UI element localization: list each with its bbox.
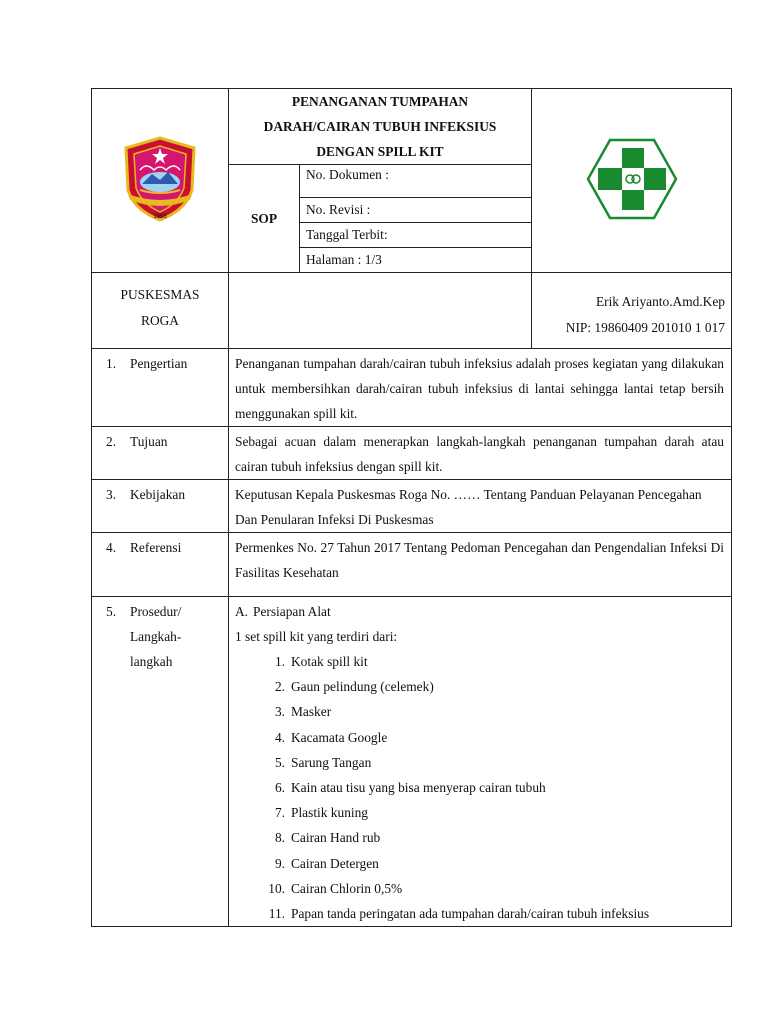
section-text-3: Keputusan Kepala Puskesmas Roga No. …… Tentang Panduan Pelayanan Pencegahan Dan Penularan Infeksi Di Puskesmas: [229, 480, 732, 533]
list-item-text: Cairan Chlorin 0,5%: [291, 880, 403, 896]
list-item-number: 8.: [274, 830, 285, 846]
list-item-number: 6.: [274, 780, 285, 796]
list-item-text: Kotak spill kit: [291, 654, 368, 669]
procedure-label-line-3: langkah: [130, 654, 173, 669]
regency-emblem-icon: [120, 134, 200, 224]
meta-table: [229, 165, 531, 272]
list-item-text: Cairan Detergen: [291, 855, 379, 871]
list-item-number: 10.: [268, 880, 285, 896]
list-item-text: Cairan Hand rub: [291, 830, 381, 846]
list-item-number: 5.: [274, 754, 285, 770]
sop-table: [91, 88, 732, 927]
list-item: [259, 699, 724, 724]
list-item-number: 2.: [274, 679, 285, 695]
list-item-number: 3.: [274, 704, 285, 720]
title-line-2: DARAH/CAIRAN TUBUH INFEKSIUS: [263, 119, 497, 134]
list-item-text: Gaun pelindung (celemek): [291, 679, 434, 695]
section-label-5: 5. Prosedur/ Langkah- langkah: [92, 597, 229, 927]
regency-emblem-cell: [92, 89, 229, 273]
list-item: [259, 901, 724, 926]
section-label-2: 2. Tujuan: [92, 427, 229, 480]
list-item: [259, 800, 724, 825]
procedure-content: [229, 597, 732, 927]
section-text-1: Penanganan tumpahan darah/cairan tubuh infeksius adalah proses kegiatan yang dilakukan untuk membersihkan darah/cairan tubuh infeksius di lantai sehingga lantai tetap bersih menggunakan spill kit.: [229, 349, 732, 427]
meta-issue-date: Tanggal Terbit:: [300, 223, 532, 248]
list-item-text: Papan tanda peringatan ada tumpahan darah/cairan tubuh infeksius: [291, 906, 650, 922]
sop-document: [91, 88, 731, 927]
title-and-meta-cell: [229, 89, 532, 273]
list-item: [259, 876, 724, 901]
list-item: [259, 851, 724, 876]
puskesmas-logo-cell: [532, 89, 732, 273]
list-item: [259, 725, 724, 750]
list-item-text: Sarung Tangan: [291, 754, 372, 770]
list-item-text: Kain atau tisu yang bisa menyerap cairan tubuh: [291, 780, 546, 796]
org-name-line-2: ROGA: [141, 313, 179, 328]
document-title: [229, 89, 531, 165]
section-text-4: Permenkes No. 27 Tahun 2017 Tentang Pedoman Pencegahan dan Pengendalian Infeksi Di Fasilitas Kesehatan: [229, 533, 732, 597]
signer-nip: NIP: 19860409 201010 1 017: [565, 319, 725, 335]
list-item-text: Kacamata Google: [291, 729, 388, 745]
section-text-2: Sebagai acuan dalam menerapkan langkah-langkah penanganan tumpahan darah atau cairan tubuh infeksius dengan spill kit.: [229, 427, 732, 480]
section-label-3: 3. Kebijakan: [92, 480, 229, 533]
section-label-1: 1. Pengertian: [92, 349, 229, 427]
org-empty-cell: [229, 273, 532, 349]
emblem-year: 1958: [153, 213, 167, 220]
puskesmas-logo-icon: [586, 138, 678, 220]
list-item-number: 11.: [268, 906, 285, 922]
meta-doc-number: No. Dokumen :: [300, 165, 532, 198]
title-line-3: DENGAN SPILL KIT: [316, 144, 444, 159]
list-item: [259, 775, 724, 800]
org-name-line-1: PUSKESMAS: [120, 287, 200, 302]
meta-revision: No. Revisi :: [300, 198, 532, 223]
list-item: [259, 674, 724, 699]
list-item-number: 7.: [274, 805, 285, 821]
list-item-number: 1.: [274, 654, 285, 669]
procedure-label-line-2: Langkah-: [130, 629, 182, 644]
procedure-label-line-1: Prosedur/: [130, 604, 182, 619]
signer-cell: [532, 273, 732, 349]
list-item: [259, 825, 724, 850]
list-item-number: 4.: [274, 729, 285, 745]
section-label-4: 4. Referensi: [92, 533, 229, 597]
procedure-intro: 1 set spill kit yang terdiri dari:: [235, 629, 398, 644]
list-item-text: Masker: [291, 704, 332, 720]
signer-name: Erik Ariyanto.Amd.Kep: [595, 293, 725, 309]
list-item: [259, 750, 724, 775]
meta-page: Halaman : 1/3: [300, 248, 532, 273]
title-line-1: PENANGANAN TUMPAHAN: [291, 94, 469, 109]
sop-label: SOP: [250, 210, 278, 226]
list-item-number: 9.: [274, 855, 285, 871]
subsection-heading: A. Persiapan Alat: [235, 604, 331, 619]
list-item: [259, 649, 724, 674]
org-name-cell: [92, 273, 229, 349]
equipment-list: [235, 649, 724, 926]
list-item-text: Plastik kuning: [291, 805, 369, 821]
